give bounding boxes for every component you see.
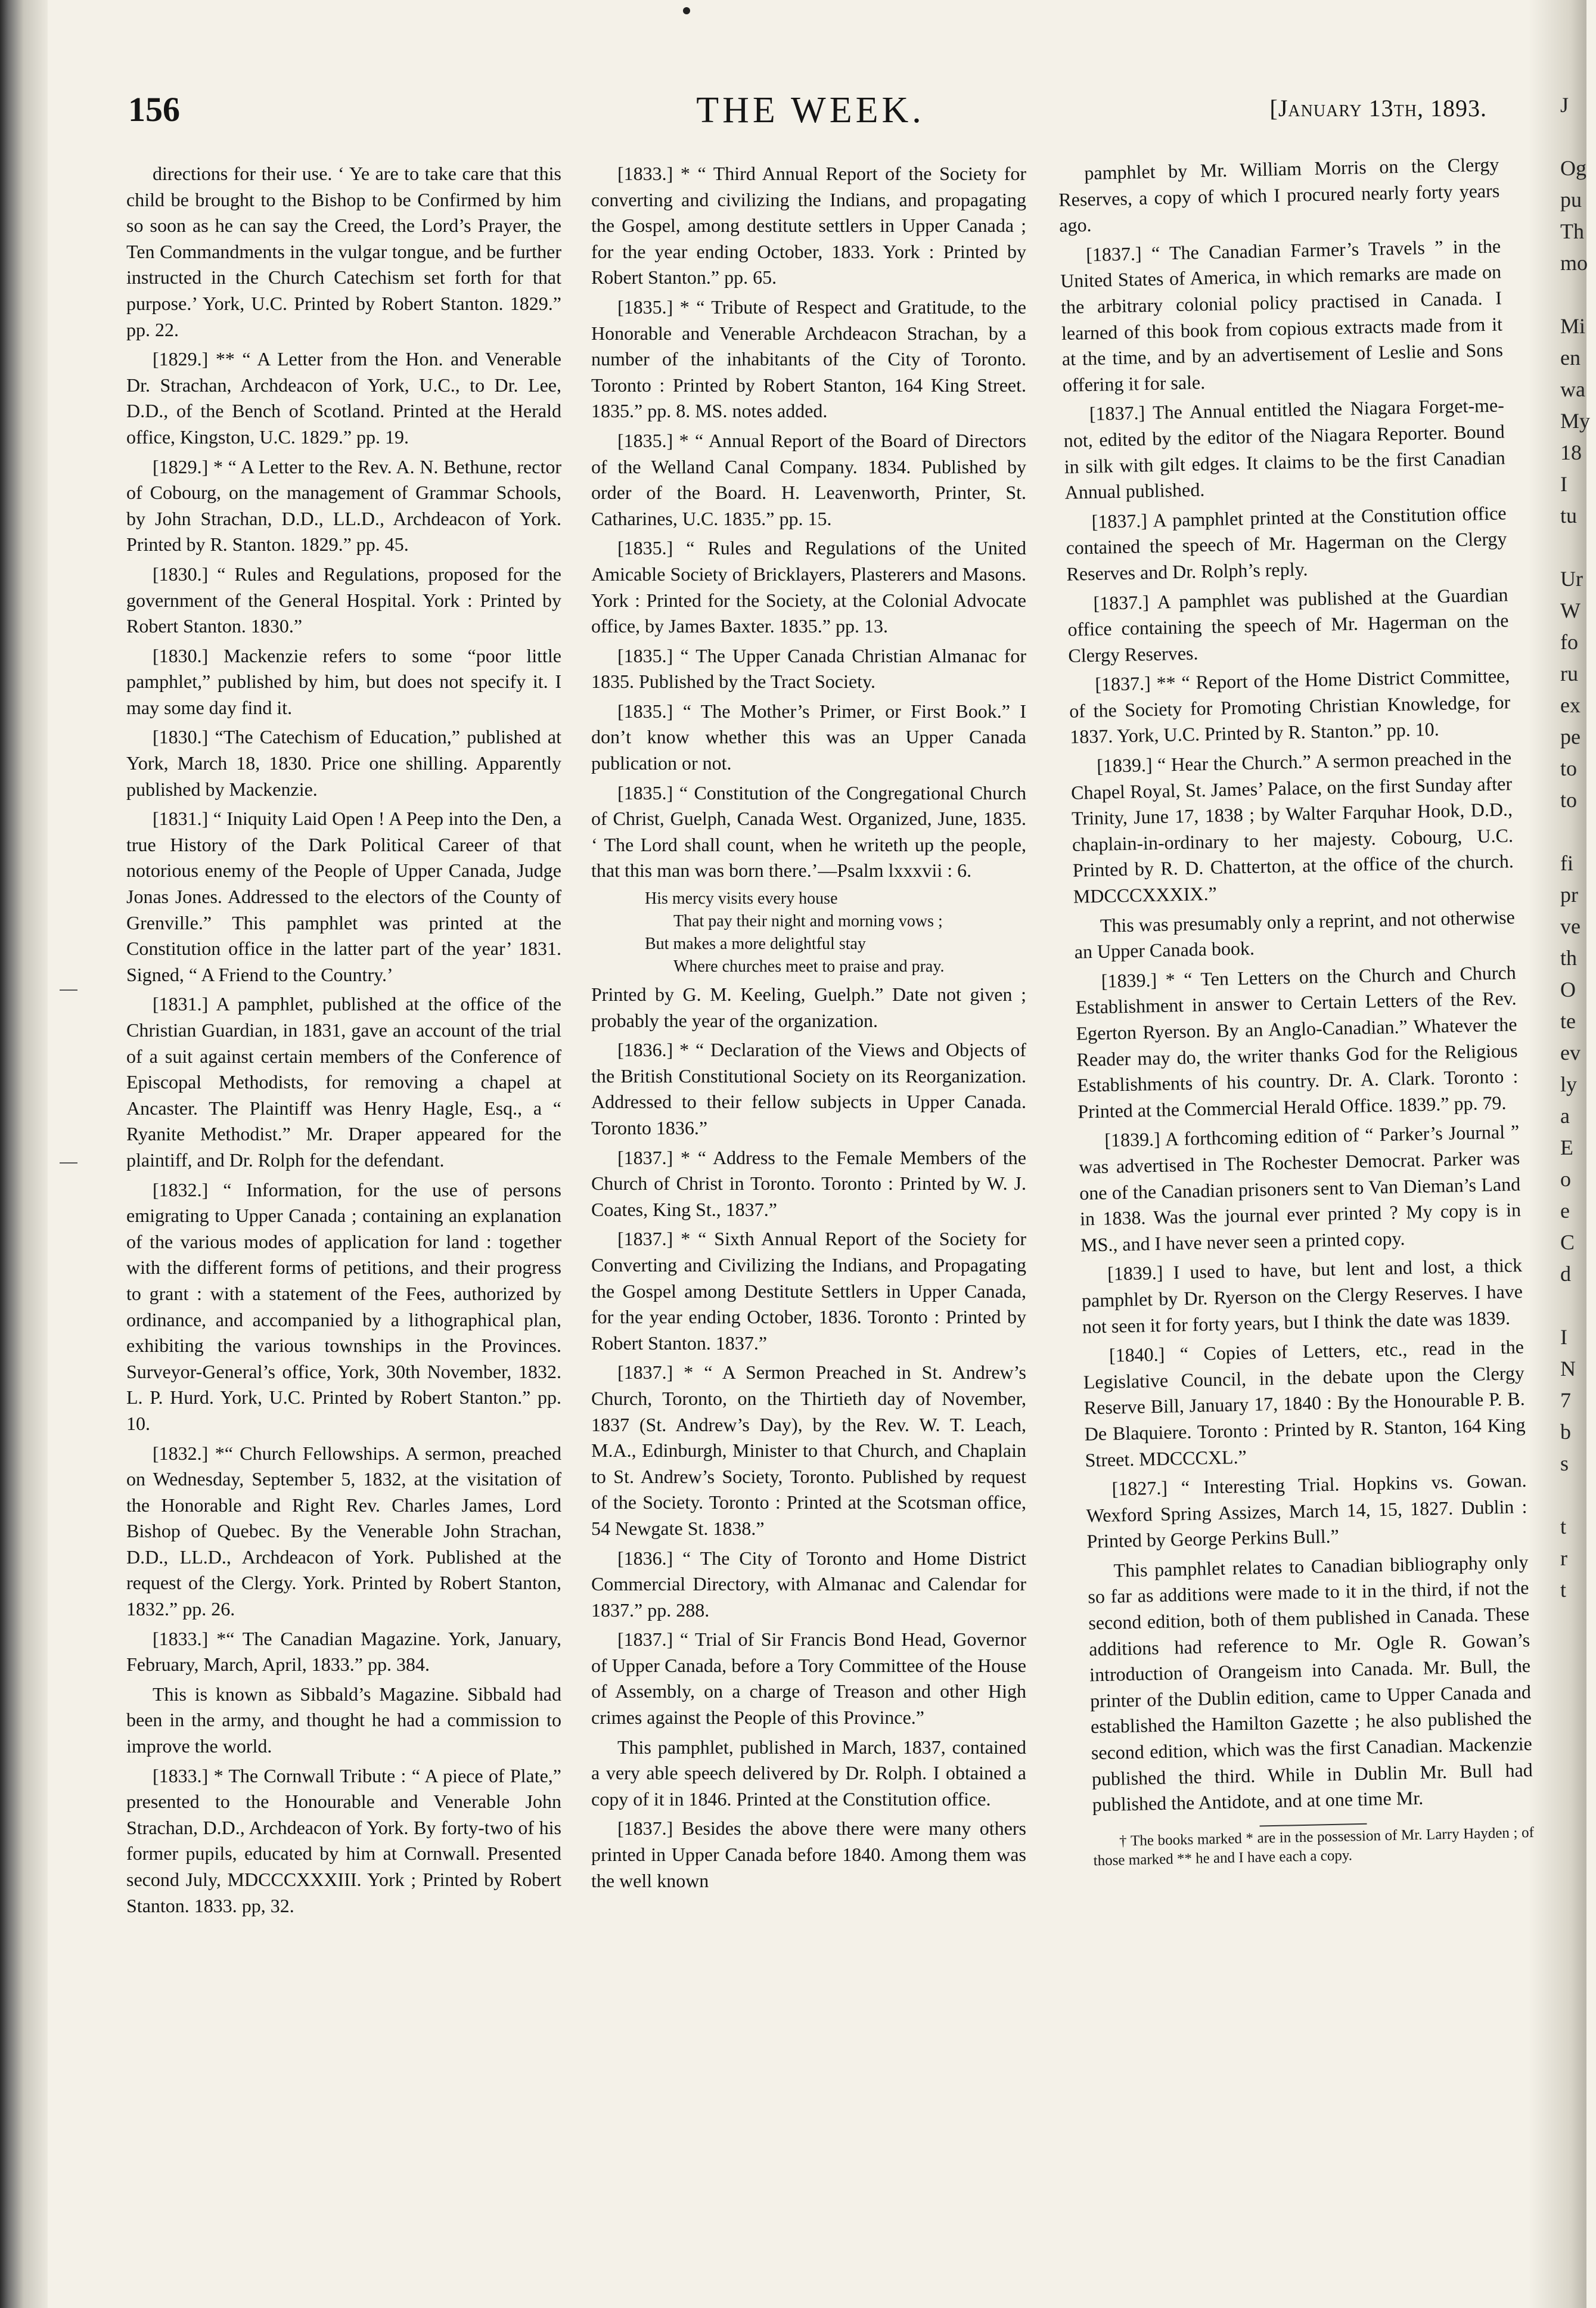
paragraph: [1835.] * “ Annual Report of the Board of Directors of the Welland Canal Company. 1834. Published by order of the Board. H. Leavenworth, Printer, St. Catharines, U.C. 1835.” pp. 15. <box>591 429 1026 529</box>
paragraph: [1836.] “ The City of Toronto and Home District Commercial Directory, with Almanac and Calendar for 1837.” pp. 288. <box>591 1547 1026 1621</box>
text-fragment: ve <box>1560 914 1581 938</box>
text-fragment: E <box>1560 1136 1573 1159</box>
binding-shadow <box>0 0 48 2308</box>
text-fragment: b <box>1560 1420 1571 1444</box>
text-fragment: e <box>1560 1199 1570 1223</box>
text-fragment: pr <box>1560 883 1578 907</box>
text-fragment <box>1560 532 1596 563</box>
paragraph: [1835.] “ Rules and Regulations of the United Amicable Society of Bricklayers, Plasterers and Masons. York : Printed for the Society, at the Colonial Advocate office, by James Baxter. 1835.” pp. 13. <box>591 537 1026 637</box>
text-fragment: I <box>1560 1325 1567 1349</box>
text-fragment: Ur <box>1560 567 1583 591</box>
margin-mark <box>60 989 77 991</box>
page-header <box>128 89 1493 149</box>
paragraph: [1829.] ** “ A Letter from the Hon. and Venerable Dr. Strachan, Archdeacon of York, U.C., to Dr. Lee, D.D., of the Bench of Scotland. Printed at the Herald office, Kingston, U.C. 1829.” pp. 19. <box>126 348 561 448</box>
text-fragment: to <box>1560 756 1578 780</box>
verse-line: Where churches meet to praise and pray. <box>673 957 945 976</box>
paragraph: [1833.] * The Cornwall Tribute : “ A piece of Plate,” presented to the Honourable and Venerable John Strachan, D.D., Archdeacon of York. By forty-two of his former pupils, educated by him at Cornwall. Presented second July, MDCCCXXXIII. York ; Printed by Robert Stanton. 1833. pp, 32. <box>126 1764 561 1916</box>
text-fragment: d <box>1560 1262 1571 1286</box>
paragraph: [1837.] ** “ Report of the Home District Committee, of the Society for Promoting Christian Knowledge, for 1837. York, U.C. Printed by R. Stanton.” pp. 10. <box>1069 665 1511 748</box>
text-fragment: W <box>1560 598 1581 622</box>
paragraph: [1839.] A forthcoming edition of “ Parker’s Journal ” was advertised in The Rochester Democrat. Parker was one of the Canadian prisoners sent to Van Dieman’s Land in 1838. Was the journal ever printed ? My copy is in MS., and I have never seen a printed copy. <box>1078 1121 1522 1256</box>
paragraph: [1837.] Besides the above there were many others printed in Upper Canada before 1840. Among them was the well known <box>591 1817 1026 1891</box>
paragraph: [1837.] * “ Sixth Annual Report of the Society for Converting and Civilizing the Indians, and Propagating the Gospel among Destitute Settlers in Upper Canada, for the year ending October, 1836. Toronto : Printed by Robert Stanton. 1837.” <box>591 1228 1026 1354</box>
paragraph: [1837.] “ Trial of Sir Francis Bond Head, Governor of Upper Canada, before a Tory Committee of the House of Assembly, on a charge of Treason and other High crimes against the People of this Province.” <box>591 1628 1026 1729</box>
paragraph: [1827.] “ Interesting Trial. Hopkins vs. Gowan. Wexford Spring Assizes, March 14, 15, 1827. Dublin : Printed by George Perkins Bull.” <box>1086 1469 1527 1552</box>
paragraph: [1832.] “ Information, for the use of persons emigrating to Upper Canada ; containing an explanation of the various modes of application for land : together with the different forms of petitions, and their progress to grant : with a statement of the Fees, authorized by ordinance, and accompanied by a lithographical plan, exhibiting the various townships in the Provinces. Surveyor-General’s office, York, 30th November, 1832. L. P. Hurd. York, U.C. Printed by Robert Stanton.” pp. 10. <box>126 1178 561 1434</box>
text-fragment: J <box>1560 93 1569 117</box>
paragraph: [1831.] “ Iniquity Laid Open ! A Peep into the Den, a true History of the Dark Political Career of that notorious enemy of the People of Upper Canada, Judge Jonas Jones. Addressed to the electors of the County of Grenville.” This pamphlet was printed at the Constitution office in the latter part of the year’ 1831. Signed, “ A Friend to the Country.’ <box>126 808 561 985</box>
footnote-rule <box>1260 1823 1367 1827</box>
page-number: 156 <box>128 90 180 129</box>
text-fragment: s <box>1560 1451 1569 1475</box>
column-2 <box>591 161 1026 1897</box>
print-mark <box>683 7 690 14</box>
paragraph: [1835.] “ The Mother’s Primer, or First Book.” I don’t know whether this was an Upper Canada publication or not. <box>591 700 1026 774</box>
text-fragment <box>1560 279 1596 311</box>
text-fragment: fi <box>1560 851 1573 875</box>
paragraph: [1837.] * “ Address to the Female Members of the Church of Christ in Toronto. Toronto : Printed by W. J. Coates, King St., 1837.” <box>591 1146 1026 1220</box>
text-fragment: a <box>1560 1104 1570 1128</box>
paragraph: [1830.] “The Catechism of Education,” published at York, March 18, 1830. Price one shilling. Apparently published by Mackenzie. <box>126 726 561 800</box>
column-3 <box>1058 152 1535 1875</box>
paragraph: [1837.] A pamphlet printed at the Constitution office contained the speech of Mr. Hagerman on the Clergy Reserves and Dr. Rolph’s reply. <box>1066 502 1507 585</box>
paragraph: [1837.] * “ A Sermon Preached in St. Andrew’s Church, Toronto, on the Thirtieth day of November, 1837 (St. Andrew’s Day), by the Rev. W. T. Leach, M.A., Edinburgh, Minister to that Church, and Chaplain to St. Andrew’s Society, Toronto. Published by request of the Society. Toronto : Printed at the Scotsman office, 54 Newgate St. 1838.” <box>591 1361 1026 1539</box>
text-fragment: pu <box>1560 188 1582 212</box>
paragraph: [1833.] * “ Third Annual Report of the Society for converting and civilizing the Indians, and propagating the Gospel, among destitute settlers in Upper Canada ; for the year ending October, 1833. York : Printed by Robert Stanton.” pp. 65. <box>591 163 1026 288</box>
text-fragment: te <box>1560 1009 1576 1033</box>
verse-line: That pay their night and morning vows ; <box>673 912 943 931</box>
paragraph: [1833.] *“ The Canadian Magazine. York, January, February, March, April, 1833.” pp. 384. <box>126 1627 561 1676</box>
text-fragment: 18 <box>1560 440 1582 464</box>
verse-block <box>591 888 1026 978</box>
text-fragment: N <box>1560 1357 1576 1381</box>
paragraph: This pamphlet relates to Canadian bibliography only so far as additions were made to it in the third, if not the second edition, both of them published in Canada. These additions had reference to Mr. Ogle R. Gowan’s introduction of Orangeism into Canada. Mr. Bull, the printer of the Dublin edition, came to Upper Canada and established the Hamilton Gazette ; he also published the second edition, which was the first Canadian. Mackenzie published the third. While in Dublin Mr. Bull had published the Antidote, and at one time Mr. <box>1088 1550 1533 1816</box>
text-fragment: r <box>1560 1546 1567 1570</box>
masthead-title: THE WEEK. <box>696 90 925 131</box>
paragraph: directions for their use. ‘ Ye are to take care that this child be brought to the Bishop to be Confirmed by him so soon as he can say the Creed, the Lord’s Prayer, the Ten Commandments in the vulgar tongue, and be further instructed in the Church Catechism set forth for that purpose.’ York, U.C. Printed by Robert Stanton. 1829.” pp. 22. <box>126 163 561 340</box>
paragraph: [1839.] I used to have, but lent and lost, a thick pamphlet by Dr. Ryerson on the Clergy Reserves. I have not seen it for forty years, but I think the date was 1839. <box>1081 1254 1523 1338</box>
paragraph: [1839.] “ Hear the Church.” A sermon preached in the Chapel Royal, St. James’ Palace, on the first Sunday after Trinity, June 17, 1838 ; by Walter Farquhar Hook, D.D., chaplain-in-ordinary to her majesty. Cobourg, U.C. Printed by R. D. Chatterton, at the office of the church. MDCCCXXXIX.” <box>1070 746 1514 907</box>
text-fragment: Th <box>1560 219 1584 243</box>
text-fragment: Mi <box>1560 314 1586 338</box>
paragraph: [1829.] * “ A Letter to the Rev. A. N. Bethune, rector of Cobourg, on the management of Grammar Schools, by John Strachan, D.D., LL.D., Archdeacon of York. Printed by R. Stanton. 1829.” pp. 45. <box>126 455 561 556</box>
paragraph: [1831.] A pamphlet, published at the office of the Christian Guardian, in 1831, gave an account of the trial of a suit against certain members of the Conference of Episcopal Methodists, for removing a chapel at Ancaster. The Plaintiff was Henry Hagle, Esq., a “ Ryanite Methodist.” Mr. Draper appeared for the plaintiff, and Dr. Rolph for the defendant. <box>126 993 561 1171</box>
verse-line: His mercy visits every house <box>645 889 838 908</box>
text-fragment: t <box>1560 1515 1567 1538</box>
text-fragment: C <box>1560 1230 1575 1254</box>
paragraph: [1840.] “ Copies of Letters, etc., read in the Legislative Council, in the debate upon the Clergy Reserve Bill, January 17, 1840 : By the Honourable P. B. De Blaquiere. Toronto : Printed by R. Stanton, 164 King Street. MDCCCXL.” <box>1083 1336 1526 1471</box>
paragraph: This is known as Sibbald’s Magazine. Sibbald had been in the army, and thought he had a commission to improve the world. <box>126 1683 561 1757</box>
paragraph: This was presumably only a reprint, and not otherwise an Upper Canada book. <box>1074 905 1516 963</box>
paragraph: Printed by G. M. Keeling, Guelph.” Date not given ; probably the year of the organization. <box>591 984 1026 1031</box>
text-fragment: O <box>1560 978 1576 1001</box>
text-fragment <box>1560 121 1596 153</box>
text-fragment: wa <box>1560 377 1585 401</box>
text-fragment: to <box>1560 788 1578 812</box>
margin-mark <box>60 1162 77 1164</box>
text-fragment: ly <box>1560 1072 1578 1096</box>
text-fragment: pe <box>1560 725 1581 749</box>
text-fragment: mo <box>1560 251 1588 275</box>
issue-date: [January 13th, 1893. <box>1269 95 1487 122</box>
text-fragment: ev <box>1560 1041 1581 1065</box>
column-1 <box>126 161 561 1922</box>
verse-line: But makes a more delightful stay <box>645 935 866 954</box>
text-fragment: t <box>1560 1578 1567 1602</box>
text-fragment <box>1560 816 1596 848</box>
paragraph: [1835.] “ The Upper Canada Christian Almanac for 1835. Published by the Tract Society. <box>591 644 1026 693</box>
text-fragment: th <box>1560 946 1578 970</box>
paragraph: pamphlet by Mr. William Morris on the Clergy Reserves, a copy of which I procured nearly forty years ago. <box>1058 153 1500 237</box>
text-fragment: tu <box>1560 504 1578 528</box>
paragraph: [1837.] The Annual entitled the Niagara Forget-me-not, edited by the editor of the Niagara Reporter. Bound in silk with gilt edges. It claims to be the first Canadian Annual published. <box>1063 394 1505 503</box>
text-fragment: o <box>1560 1167 1571 1191</box>
paragraph: [1832.] *“ Church Fellowships. A sermon, preached on Wednesday, September 5, 1832, at the visitation of the Honorable and Right Rev. Charles James, Lord Bishop of Quebec. By the Venerable John Strachan, D.D., LL.D., Archdeacon of York. Published at the request of the Clergy. York. Printed by Robert Stanton, 1832.” pp. 26. <box>126 1442 561 1620</box>
column-4-fragment <box>1560 89 1596 1606</box>
paragraph: [1839.] * “ Ten Letters on the Church and Church Establishment in answer to Certain Letters of the Rev. Egerton Ryerson. By an Anglo-Canadian.” Whatever the Reader may do, the writer thanks God for the Religious Establishments of his country. Dr. A. Clark. Toronto : Printed at the Commercial Herald Office. 1839.” pp. 79. <box>1075 961 1519 1122</box>
text-fragment: I <box>1560 472 1567 496</box>
text-fragment: 7 <box>1560 1388 1571 1412</box>
paragraph: [1837.] A pamphlet was published at the Guardian office containing the speech of Mr. Hagerman on the Clergy Reserves. <box>1067 583 1509 666</box>
paragraph: [1830.] “ Rules and Regulations, proposed for the government of the General Hospital. York : Printed by Robert Stanton. 1830.” <box>126 563 561 637</box>
paragraph: [1830.] Mackenzie refers to some “poor little pamphlet,” published by him, but does not specify it. I may some day find it. <box>126 644 561 718</box>
text-fragment: ru <box>1560 662 1578 685</box>
paragraph: [1835.] * “ Tribute of Respect and Gratitude, to the Honorable and Venerable Archdeacon Strachan, by a number of the inhabitants of the City of Toronto. Toronto : Printed by Robert Stanton, 164 King Street. 1835.” pp. 8. MS. notes added. <box>591 296 1026 422</box>
text-fragment <box>1560 1290 1596 1321</box>
text-fragment: My <box>1560 409 1591 433</box>
paragraph: [1837.] “ The Canadian Farmer’s Travels ” in the United States of America, in which remarks are made on the arbitrary colonial policy practised in Canada. I learned of this book from copious extracts made from it at the time, and by an advertisement of Leslie and Sons offering it for sale. <box>1060 235 1504 396</box>
paragraph: [1835.] “ Constitution of the Congregational Church of Christ, Guelph, Canada West. Organized, June, 1835. ‘ The Lord shall count, when he writeth up the people, that this man was born there.’—Psalm lxxxvii : 6. <box>591 781 1026 882</box>
text-fragment: fo <box>1560 630 1578 654</box>
text-fragment: Og <box>1560 156 1586 180</box>
text-fragment <box>1560 1479 1596 1511</box>
footnote: † The books marked * are in the possession of Mr. Larry Hayden ; of those marked ** he and I have each a copy. <box>1093 1824 1535 1869</box>
text-fragment: ex <box>1560 693 1581 717</box>
paragraph: [1836.] * “ Declaration of the Views and Objects of the British Constitutional Society on its Reorganization. Addressed to their fellow subjects in Upper Canada. Toronto 1836.” <box>591 1039 1026 1139</box>
paragraph: This pamphlet, published in March, 1837, contained a very able speech delivered by Dr. Rolph. I obtained a copy of it in 1846. Printed at the Constitution office. <box>591 1736 1026 1810</box>
text-fragment: en <box>1560 346 1581 370</box>
